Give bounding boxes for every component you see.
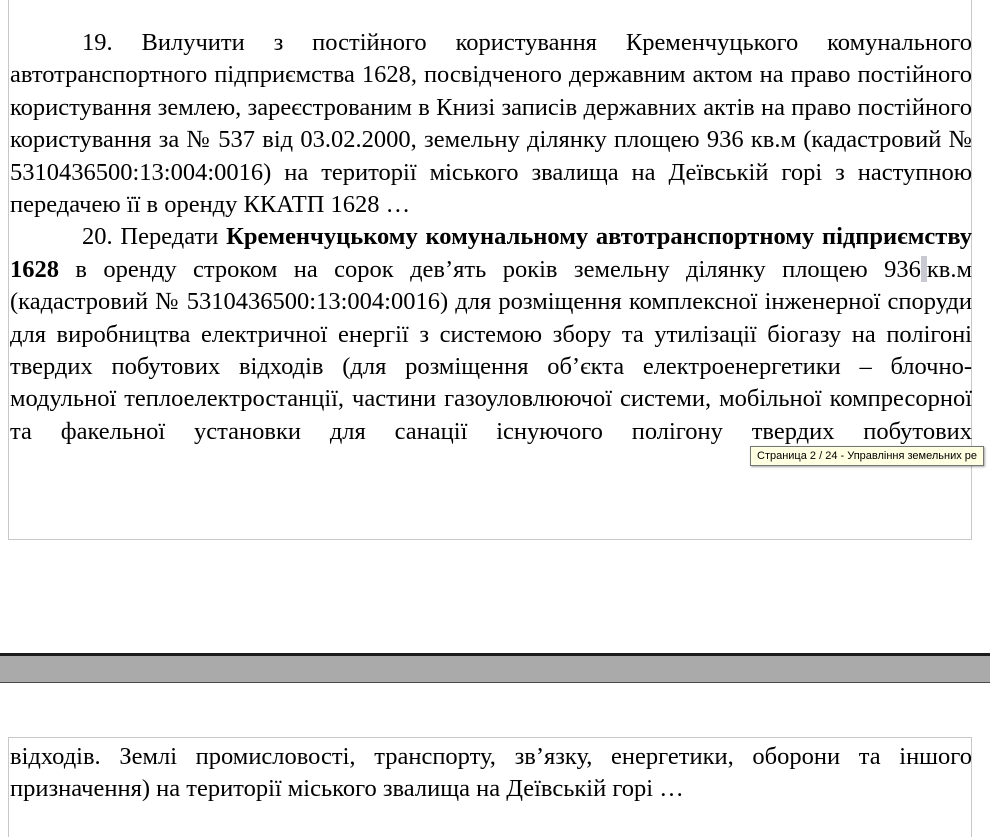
paragraph-20[interactable] bbox=[10, 221, 972, 448]
paragraph-20-lead: 20. Передати bbox=[82, 223, 227, 251]
paragraph-20-text-b: кв.м (кадастровий № 5310436500:13:004:0016) для розміщення комплексної інженерної споруди для виробництва електричної енергії з системою збору та утилізації біогазу на полігоні твердих побутових відходів (для розміщення об’єкта електроенергетики – блочно-модульної теплоелектростанції, частини газоуловлюючої системи, мобільної компресорної та факельної установки для санації існуючого полігону твердих побутових bbox=[10, 255, 972, 445]
paragraph-19[interactable]: 19. Вилучити з постійного користування Кременчуцького комунального автотранспортного підприємства 1628, посвідченого державним актом на право постійного користування землею, зареєстрованим в Книзі записів державних актів на право постійного користування за № 537 від 03.02.2000, земельну ділянку площею 936 кв.м (кадастровий № 5310436500:13:004:0016) на території міського звалища на Деївській горі з наступною передачею її в оренду ККАТП 1628 … bbox=[10, 29, 972, 219]
paragraph-20-bold-entity: Кременчуцькому комунальному автотранспортному підприємству 1628 bbox=[10, 223, 972, 283]
page-separator bbox=[0, 653, 990, 683]
page-3-body[interactable] bbox=[10, 741, 972, 806]
paragraph-20-continuation[interactable]: відходів. Землі промисловості, транспорту, зв’язку, енергетики, оборони та іншого призначення) на території міського звалища на Деївській горі … bbox=[10, 743, 972, 803]
page-number-tooltip: Страница 2 / 24 - Управління земельних ре bbox=[750, 446, 984, 466]
page-2-body[interactable] bbox=[10, 27, 972, 448]
paragraph-20-text-a: в оренду строком на сорок дев’ять років земельну ділянку площею 936 bbox=[59, 255, 921, 283]
